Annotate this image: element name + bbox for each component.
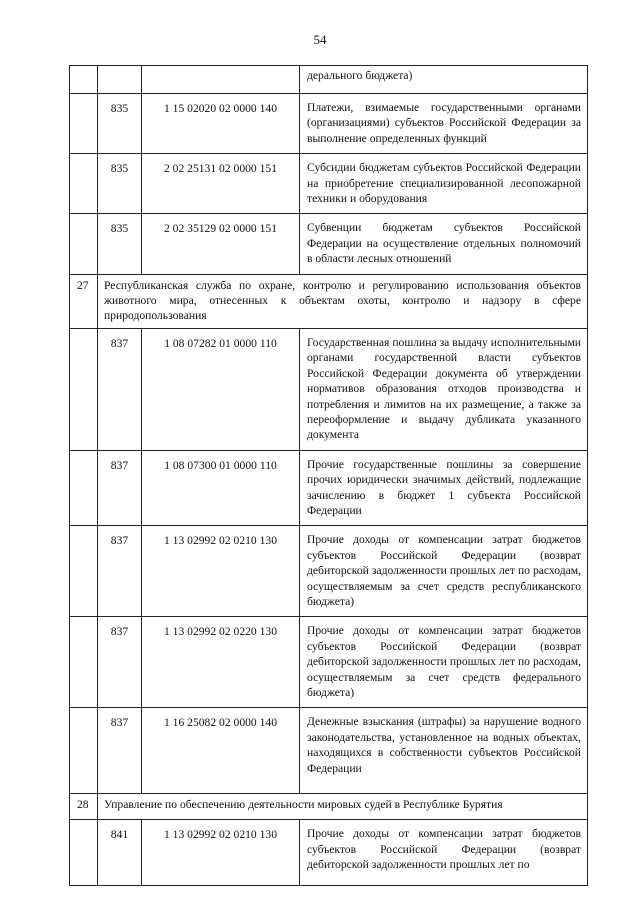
revenue-code-cell: 2 02 25131 02 0000 151	[142, 154, 300, 214]
admin-code-cell: 835	[98, 214, 142, 274]
page-number: 54	[313, 32, 327, 47]
revenue-code-cell: 1 08 07282 01 0000 110	[142, 328, 300, 450]
row-number-cell	[70, 328, 98, 450]
row-number-cell	[70, 94, 98, 154]
revenue-code-cell: 2 02 35129 02 0000 151	[142, 214, 300, 274]
revenue-description-cell: Прочие государственные пошлины за совершение прочих юридически значимых действий, подлежащие зачислению в бюджет 1 субъекта Российской Федерации	[300, 450, 588, 526]
table-row	[70, 617, 588, 708]
admin-code-cell	[98, 66, 142, 94]
admin-code-cell: 841	[98, 820, 142, 886]
admin-code-cell: 837	[98, 708, 142, 794]
section-header-row	[70, 274, 588, 328]
row-number-cell	[70, 66, 98, 94]
revenue-description-cell: Государственная пошлина за выдачу исполнительными органами государственной власти субъектов Российской Федерации документа об утверждении нормативов образования отходов производства и потребления и лимитов на их размещение, а также за переоформление и выдачу дубликата указанного документа	[300, 328, 588, 450]
revenue-code-cell: 1 08 07300 01 0000 110	[142, 450, 300, 526]
row-number-cell	[70, 214, 98, 274]
table-row	[70, 708, 588, 794]
revenue-description-cell: Прочие доходы от компенсации затрат бюджетов субъектов Российской Федерации (возврат дебиторской задолженности прошлых лет по расходам, осуществляемым за счет средств федерального бюджета)	[300, 617, 588, 708]
table-row	[70, 820, 588, 886]
section-number: 27	[70, 274, 98, 328]
row-number-cell	[70, 526, 98, 617]
admin-code-cell: 837	[98, 328, 142, 450]
section-number: 28	[70, 794, 98, 820]
row-number-cell	[70, 154, 98, 214]
revenue-code-cell	[142, 66, 300, 94]
revenue-description-cell: Платежи, взимаемые государственными органами (организациями) субъектов Российской Федерации за выполнение определенных функций	[300, 94, 588, 154]
admin-code-cell: 835	[98, 154, 142, 214]
admin-code-cell: 837	[98, 450, 142, 526]
revenue-description-cell: Субсидии бюджетам субъектов Российской Федерации на приобретение специализированной лесопожарной техники и оборудования	[300, 154, 588, 214]
section-header-row	[70, 794, 588, 820]
section-title: Управление по обеспечению деятельности мировых судей в Республике Бурятия	[98, 794, 588, 820]
section-title: Республиканская служба по охране, контролю и регулированию использования объектов животного мира, отнесенных к объектам охоты, контролю и надзору в сфере природопользования	[98, 274, 588, 328]
table-row	[70, 526, 588, 617]
admin-code-cell: 837	[98, 617, 142, 708]
table-row	[70, 214, 588, 274]
revenue-code-cell: 1 13 02992 02 0220 130	[142, 617, 300, 708]
row-number-cell	[70, 708, 98, 794]
revenue-description-cell: Прочие доходы от компенсации затрат бюджетов субъектов Российской Федерации (возврат дебиторской задолженности прошлых лет по	[300, 820, 588, 886]
revenue-description-cell: Денежные взыскания (штрафы) за нарушение водного законодательства, установленное на водных объектах, находящихся в собственности субъектов Российской Федерации	[300, 708, 588, 794]
revenue-code-cell: 1 13 02992 02 0210 130	[142, 820, 300, 886]
admin-code-cell: 837	[98, 526, 142, 617]
row-number-cell	[70, 450, 98, 526]
table-row	[70, 94, 588, 154]
table-row	[70, 66, 588, 94]
table-row	[70, 328, 588, 450]
revenue-codes-table	[69, 65, 588, 886]
revenue-code-cell: 1 16 25082 02 0000 140	[142, 708, 300, 794]
revenue-code-cell: 1 15 02020 02 0000 140	[142, 94, 300, 154]
revenue-description-cell: дерального бюджета)	[300, 66, 588, 94]
revenue-description-cell: Прочие доходы от компенсации затрат бюджетов субъектов Российской Федерации (возврат дебиторской задолженности прошлых лет по расходам, осуществляемым за счет средств республиканского бюджета)	[300, 526, 588, 617]
table-row	[70, 450, 588, 526]
row-number-cell	[70, 617, 98, 708]
row-number-cell	[70, 820, 98, 886]
table-row	[70, 154, 588, 214]
revenue-description-cell: Субвенции бюджетам субъектов Российской Федерации на осуществление отдельных полномочий в области лесных отношений	[300, 214, 588, 274]
revenue-code-cell: 1 13 02992 02 0210 130	[142, 526, 300, 617]
admin-code-cell: 835	[98, 94, 142, 154]
